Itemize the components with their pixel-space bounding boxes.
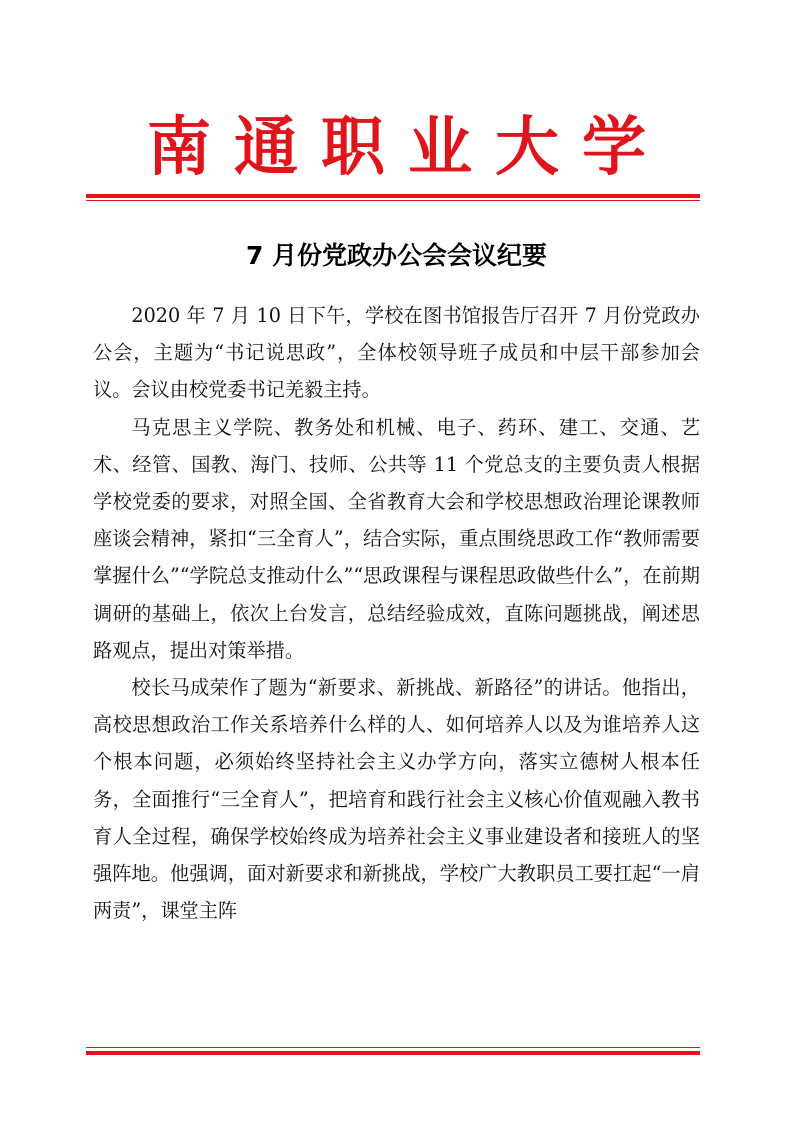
document-body: [93, 297, 700, 929]
letterhead-rule-top-thick: [86, 194, 700, 198]
body-paragraph-2: 马克思主义学院、教务处和机械、电子、药环、建工、交通、艺术、经管、国教、海门、技师、公共等 11 个党总支的主要负责人根据学校党委的要求，对照全国、全省教育大会和学校思想政治理论课教师座谈会精神，紧扣“三全育人”，结合实际，重点围绕思政工作“教师需要掌握什么”“学院总支推动什么”“思政课程与课程思政做些什么”，在前期调研的基础上，依次上台发言，总结经验成效，直陈问题挑战，阐述思路观点，提出对策举措。: [93, 415, 700, 662]
body-paragraph-3: 校长马成荣作了题为“新要求、新挑战、新路径”的讲话。他指出，高校思想政治工作关系培养什么样的人、如何培养人以及为谁培养人这个根本问题，必须始终坚持社会主义办学方向，落实立德树人根本任务，全面推行“三全育人”，把培育和践行社会主义核心价值观融入教书育人全过程，确保学校始终成为培养社会主义事业建设者和接班人的坚强阵地。他强调，面对新要求和新挑战，学校广大教职员工要扛起“一肩两责”，课堂主阵: [93, 676, 700, 923]
footer-rule-thin: [86, 1047, 700, 1048]
letterhead-org-name: 南通职业大学: [147, 110, 669, 185]
footer-rule-thick: [86, 1051, 700, 1055]
letterhead-rule-top-thin: [86, 200, 700, 201]
body-paragraph-1: 2020 年 7 月 10 日下午，学校在图书馆报告厅召开 7 月份党政办公会，主题为“书记说思政”，全体校领导班子成员和中层干部参加会议。会议由校党委书记羌毅主持。: [93, 304, 700, 402]
document-title: 7 月份党政办公会会议纪要: [245, 241, 548, 270]
